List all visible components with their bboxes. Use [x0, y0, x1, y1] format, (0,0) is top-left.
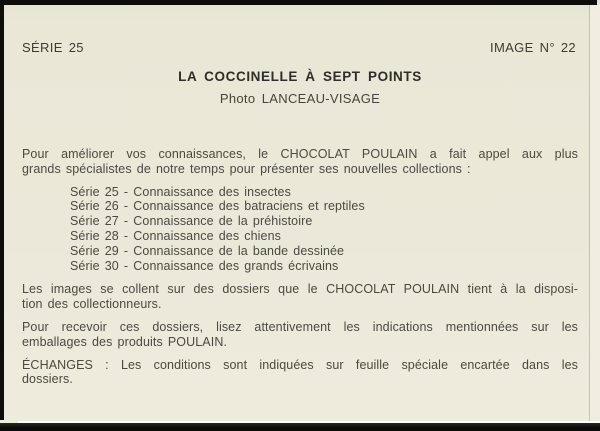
- card-header-row: [22, 40, 576, 55]
- intro-paragraph: [22, 147, 578, 177]
- series-collections-list: [70, 185, 578, 274]
- text-line: emballages des produits POULAIN.: [22, 334, 228, 349]
- card-right-fold-line: [589, 5, 590, 421]
- card-body-text: [22, 147, 578, 387]
- scan-border-left: [0, 0, 4, 420]
- list-item: Série 25 - Connaissance des insectes: [70, 184, 291, 199]
- text-line: Pour améliorer vos connaissances, le CHOCOLAT POULAIN a fait appel aux plus: [22, 147, 578, 161]
- list-item: Série 28 - Connaissance des chiens: [70, 228, 282, 243]
- photo-credit: Photo LANCEAU-VISAGE: [219, 91, 381, 106]
- text-line: Pour recevoir ces dossiers, lisez attentivement les indications mentionnées sur les: [22, 319, 578, 334]
- scan-border-bottom: [0, 423, 600, 431]
- scan-border-top: [0, 0, 597, 5]
- card-title: LA COCCINELLE À SEPT POINTS: [178, 69, 422, 84]
- text-line: ÉCHANGES : Les conditions sont indiquées sur feuille spéciale encartée dans les: [22, 357, 578, 372]
- text-line: dossiers.: [22, 372, 73, 387]
- card-right-edge-strip: [590, 5, 600, 421]
- text-line: Les images se collent sur des dossiers que le CHOCOLAT POULAIN tient à la disposi-: [22, 282, 578, 297]
- text-line: tion des collectionneurs.: [22, 297, 162, 312]
- dossiers-paragraph: [22, 282, 578, 312]
- image-number-label: IMAGE N° 22: [489, 40, 576, 55]
- list-item: Série 29 - Connaissance de la bande dessinée: [70, 243, 345, 258]
- series-label: SÉRIE 25: [22, 40, 84, 55]
- recevoir-paragraph: [22, 320, 578, 350]
- list-item: Série 27 - Connaissance de la préhistoire: [70, 214, 313, 229]
- text-line: grands spécialistes de notre temps pour présenter ses nouvelles collections :: [22, 161, 471, 176]
- list-item: Série 30 - Connaissance des grands écrivains: [70, 258, 339, 273]
- list-item: Série 26 - Connaissance des batraciens et reptiles: [70, 199, 365, 214]
- echanges-paragraph: [22, 358, 578, 388]
